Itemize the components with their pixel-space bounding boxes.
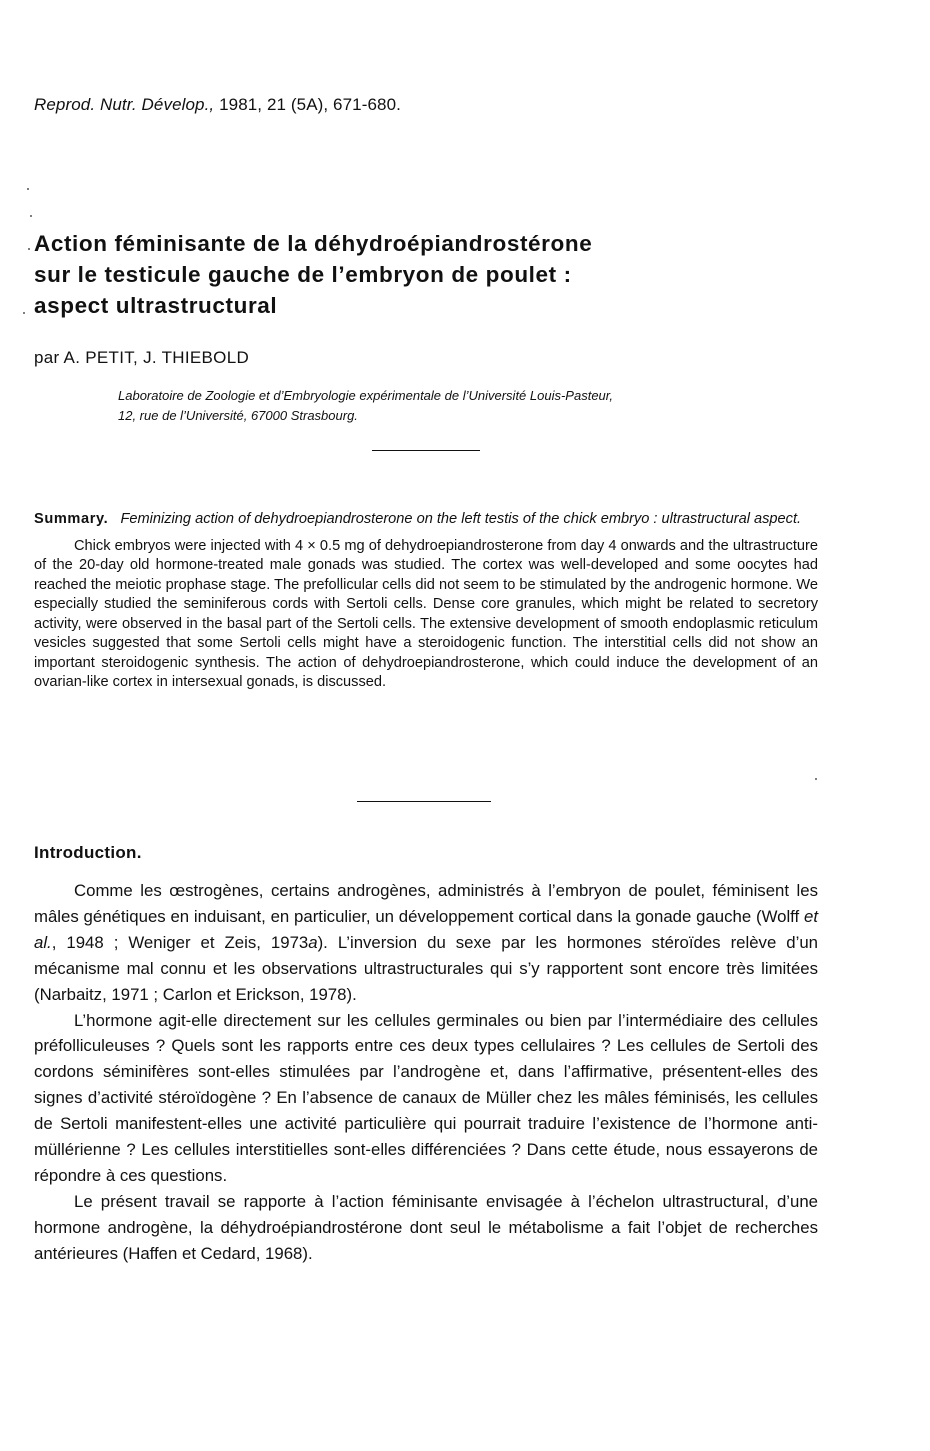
intro-paragraph-1: [34, 878, 818, 1008]
introduction-body: [34, 878, 818, 1267]
summary-block: [34, 510, 818, 693]
introduction-heading: Introduction.: [34, 843, 142, 862]
intro-p1-text-c: , 1948 ; Weniger et Zeis, 1973: [51, 932, 309, 952]
title-line-1: Action féminisante de la déhydroépiandrostérone: [34, 231, 593, 256]
affiliation-line-1: Laboratoire de Zoologie et d’Embryologie expérimentale de l’Université Louis-Pasteur,: [118, 388, 613, 403]
title-line-2: sur le testicule gauche de l’embryon de poulet :: [34, 262, 572, 287]
scan-speck: [23, 312, 25, 314]
journal-reference: [34, 95, 401, 115]
summary-body: Chick embryos were injected with 4 × 0.5 mg of dehydroepiandrosterone from day 4 onwards and the ultrastructure of the 20-day old hormone-treated male gonads was studied. The cortex was well-developed and some oocytes had reached the meiotic prophase stage. The prefollicular cells did not seem to be stimulated by the androgenic hormone. We especially studied the seminiferous cords with Sertoli cells. Dense core granules, which might be related to secretory activity, were observed in the basal part of the Sertoli cells. The extensive development of smooth endoplasmic reticulum vesicles suggested that some Sertoli cells might have a steroidogenic function. The interstitial cells did not show an important steroidogenic synthesis. The action of dehydroepiandrosterone, which could induce the development of an ovarian-like cortex in intersexual gonads, is discussed.: [34, 537, 818, 690]
authors: par A. PETIT, J. THIEBOLD: [34, 348, 250, 367]
intro-p1-text-a: Comme les œstrogènes, certains androgènes, administrés à l’embryon de poulet, féminisent les mâles génétiques en induisant, en particulier, un développement cortical dans la gonade gauche (Wolff: [34, 881, 818, 926]
journal-details: 1981, 21 (5A), 671-680.: [214, 95, 401, 114]
affiliation: [118, 386, 818, 426]
summary-heading: [34, 510, 818, 530]
title-line-3: aspect ultrastructural: [34, 293, 278, 318]
intro-p1-text-e: ). L’inversion du sexe par les hormones stéroïdes relève d’un mécanisme mal connu et les observations ultrastructurales qui s’y rapportent sont encore très limitées (Narbaitz, 1971 ; Carlon et Erickson, 1978).: [34, 932, 818, 1004]
intro-p1-suffix: a: [308, 932, 318, 952]
summary-title: Feminizing action of dehydroepiandrosterone on the left testis of the chick embryo : ultrastructural aspect.: [120, 511, 802, 527]
affiliation-line-2: 12, rue de l’Université, 67000 Strasbourg.: [118, 408, 358, 423]
intro-paragraph-2: L’hormone agit-elle directement sur les cellules germinales ou bien par l’intermédiaire des cellules préfolliculeuses ? Quels sont les rapports entre ces deux types cellulaires ? Les cellules de Sertoli des cordons séminifères sont-elles stimulées par l’androgène et, dans l’affirmative, présentent-elles des signes d’activité stéroïdogène ? En l’absence de canaux de Müller chez les mâles féminisés, les cellules de Sertoli manifestent-elles une activité particulière qui pourrait traduire l’existence de l’hormone anti-müllérienne ? Les cellules interstitielles sont-elles différenciées ? Dans cette étude, nous essayerons de répondre à ces questions.: [34, 1010, 818, 1185]
journal-name: Reprod. Nutr. Dévelop.,: [34, 95, 215, 114]
article-title: [34, 228, 794, 321]
scan-speck: [30, 215, 32, 217]
scan-speck: [27, 188, 29, 190]
intro-p1-etal: et al.: [34, 906, 818, 952]
scan-speck: [28, 248, 30, 250]
divider-rule-top: [372, 450, 480, 451]
summary-label: Summary.: [34, 511, 109, 527]
intro-paragraph-3: Le présent travail se rapporte à l’action féminisante envisagée à l’échelon ultrastructural, d’une hormone androgène, la déhydroépiandrostérone dont seul le métabolisme a fait l’objet de recherches antérieures (Haffen et Cedard, 1968).: [34, 1191, 818, 1263]
divider-rule-bottom: [357, 801, 491, 802]
scan-speck: [815, 778, 817, 780]
